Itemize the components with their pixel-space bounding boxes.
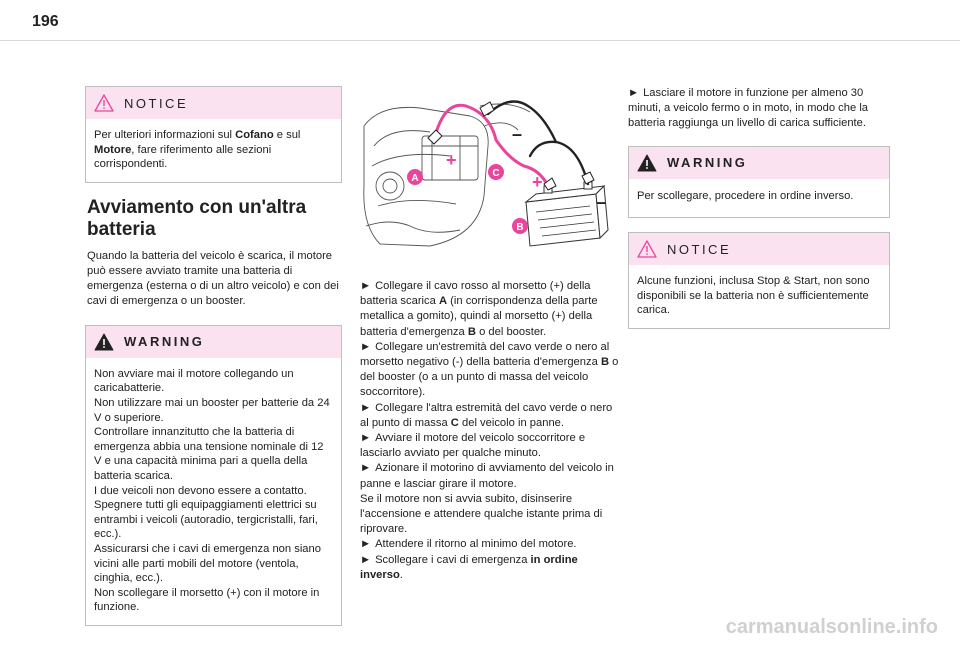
warning-header (86, 326, 341, 358)
step-4 (360, 431, 620, 461)
warning-triangle-filled-icon (637, 154, 657, 172)
text-run: (in corrispondenza della parte metallica a gomito), quindi al morsetto (+) della batteria d'emergenza (360, 295, 598, 338)
step-6 (360, 537, 620, 552)
step-3 (360, 401, 620, 431)
column-middle (360, 86, 620, 583)
text-run: Scollegare i cavi di emergenza (375, 553, 531, 566)
plus-sign-b: + (532, 172, 543, 192)
minus-sign-c: – (512, 124, 523, 144)
label-c: C (450, 416, 459, 429)
text-run: Attendere il ritorno al minimo del motore. (375, 538, 577, 551)
step-1 (360, 279, 620, 340)
text-run: Se il motore non si avvia subito, disinserire l'accensione e attendere qualche istante prima di riprovare. (360, 492, 603, 536)
notice-box-stop-start (628, 232, 890, 329)
column-left (85, 86, 342, 640)
warning-title: WARNING (667, 155, 748, 171)
step-continued (628, 86, 890, 132)
instruction-steps (360, 279, 620, 583)
page-number: 196 (32, 13, 59, 30)
notice-text (86, 119, 341, 182)
marker-a: A (411, 173, 419, 184)
warning-box-disconnect (628, 146, 890, 219)
jump-start-cables-illustration (360, 86, 620, 264)
step-5 (360, 461, 620, 537)
warning-text: Non avviare mai il motore collegando un caricabatterie. Non utilizzare mai un booster per batterie da 24 V o superiore. Controllare innanzitutto che la batteria di emergenza abbia una tensione nominale di 12 V e una capacità minima pari a quella della batteria scarica. I due veicoli non devono essere a contatto. Spegnere tutti gli equipaggiamenti elettrici su entrambi i veicoli (autoradio, tergicristalli, fari, ecc.). Assicurarsi che i cavi di emergenza non siano vicini alle parti mobili del motore (ventola, cinghia, ecc.). Non scollegare il morsetto (+) con il motore in funzione. (94, 367, 330, 614)
warning-title: WARNING (124, 334, 205, 350)
label-a: A (438, 295, 448, 308)
keyword-cofano: Cofano (235, 129, 274, 141)
text-run: o del booster. (475, 325, 547, 338)
text-run: o del booster (o a un punto di massa del veicolo soccorritore). (360, 356, 619, 399)
step-arrow-icon: ► (360, 401, 372, 414)
label-b: B (467, 325, 476, 338)
minus-sign-b: – (596, 192, 607, 212)
step-arrow-icon: ► (360, 432, 372, 445)
notice-header (629, 233, 889, 265)
marker-b: B (516, 222, 524, 233)
caution-triangle-outline-icon (637, 240, 657, 258)
warning-box-main (85, 325, 342, 626)
column-right (628, 86, 890, 343)
marker-c: C (492, 168, 500, 179)
watermark-footer: carmanualsonline.info (725, 616, 938, 638)
notice-header (86, 87, 341, 119)
section-intro: Quando la batteria del veicolo è scarica, il motore può essere avviato tramite una batteria di emergenza (esterna o di un altro veicolo) e con dei cavi di emergenza o un booster. (87, 249, 339, 307)
keyword-motore: Motore (94, 143, 132, 156)
notice-title: NOTICE (124, 95, 189, 111)
text-run: Azionare il motorino di avviamento del veicolo in panne e lasciar girare il motore. (360, 462, 614, 490)
text-run: Per ulteriori informazioni sul (94, 129, 236, 141)
text-run: del veicolo in panne. (458, 416, 565, 429)
notice-box-cofano (85, 86, 342, 183)
step-arrow-icon: ► (628, 87, 640, 99)
plus-sign-a: + (446, 150, 457, 170)
step-2 (360, 340, 620, 401)
text-run: Lasciare il motore in funzione per almeno 30 minuti, a veicolo fermo o in moto, in modo che la batteria raggiunga un livello di carica sufficiente. (628, 87, 869, 130)
label-b: B (600, 356, 610, 369)
step-7 (360, 553, 620, 583)
step-arrow-icon: ► (360, 462, 372, 475)
warning-header (629, 147, 889, 179)
text-run: e sul (273, 129, 301, 141)
top-divider (0, 40, 960, 41)
notice-title: NOTICE (667, 241, 732, 257)
warning-text: Per scollegare, procedere in ordine inverso. (637, 189, 854, 202)
caution-triangle-outline-icon (94, 94, 114, 112)
step-arrow-icon: ► (360, 280, 372, 292)
warning-triangle-filled-icon (94, 333, 114, 351)
text-run: Collegare un'estremità del cavo verde o nero al morsetto negativo (-) della batteria d'emergenza (360, 340, 610, 369)
step-arrow-icon: ► (360, 553, 372, 566)
text-run: Collegare il cavo rosso al morsetto (+) della batteria scarica (360, 280, 591, 308)
notice-text: Alcune funzioni, inclusa Stop & Start, non sono disponibili se la batteria non è sufficientemente carica. (637, 275, 870, 317)
text-run: , fare riferimento alle sezioni corrispondenti. (94, 143, 272, 171)
emphasis-in-ordine-inverso: in ordine inverso (360, 553, 578, 581)
section-heading: Avviamento con un'altra batteria (87, 196, 307, 240)
step-arrow-icon: ► (360, 538, 372, 551)
text-run: Collegare l'altra estremità del cavo verde o nero al punto di massa (360, 401, 613, 429)
text-run: Avviare il motore del veicolo soccorritore e lasciarlo avviato per qualche minuto. (360, 432, 586, 460)
step-arrow-icon: ► (360, 340, 372, 353)
text-run: . (399, 568, 403, 581)
